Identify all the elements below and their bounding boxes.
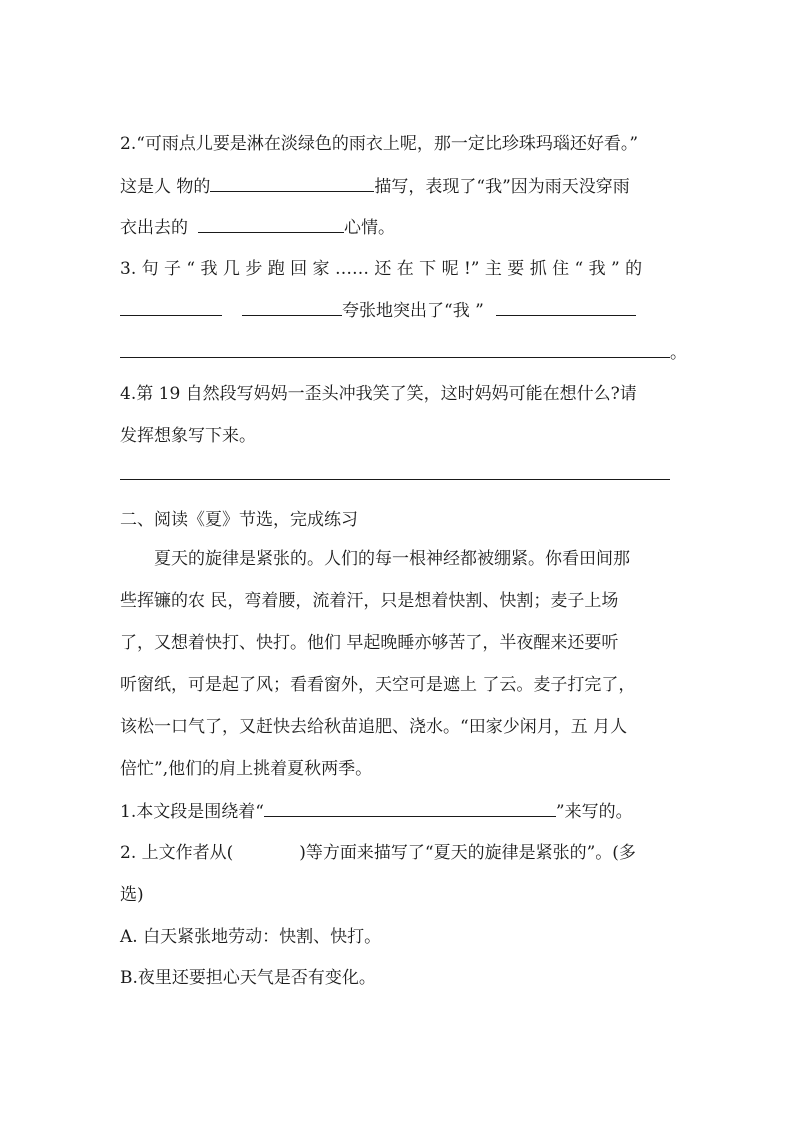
q3-line3: [120, 340, 687, 365]
s2-q2-text-b: )等方面来描写了“夏天的旋律是紧张的”。(多: [299, 843, 636, 863]
q3-line2: [120, 298, 680, 323]
q2-text-c: 衣出去的: [120, 218, 188, 238]
q2-line3: [120, 215, 680, 240]
s2-q1-text-b: ”来写的。: [555, 802, 633, 822]
q3-text-mid: 夸张地突出了“我 ”: [342, 301, 484, 321]
passage-text: 听窗纸，可是起了风；看看窗外，天空可是遮上 了云。麦子打完了，: [120, 675, 636, 695]
q3-answer-blank-4[interactable]: [120, 340, 670, 358]
section2-heading: [120, 508, 680, 532]
q3-answer-blank-1[interactable]: [120, 298, 222, 316]
q2-text-d: 心情。: [344, 218, 395, 238]
passage-text: 些挥镰的农 民，弯着腰，流着汗，只是想着快割、快割；麦子上场: [120, 591, 619, 611]
section2-heading-text: 二、阅读《夏》节选，完成练习: [120, 510, 358, 530]
q4-answer-blank[interactable]: [120, 462, 670, 480]
q2-line2: [120, 174, 680, 199]
q3-question-text: 3. 句 子 “ 我 几 步 跑 回 家 …… 还 在 下 呢 !” 主 要 抓 住 “ 我 ” 的: [120, 259, 643, 279]
q3-answer-blank-2[interactable]: [242, 298, 342, 316]
s2-q2-cont: [120, 883, 680, 907]
passage-line-6: [120, 757, 680, 781]
passage-line-4: [120, 673, 680, 697]
q2-answer-blank-2[interactable]: [198, 215, 344, 233]
passage-text: 倍忙”,他们的肩上挑着夏秋两季。: [120, 759, 373, 779]
passage-line-5: [120, 715, 680, 739]
q3-answer-blank-3[interactable]: [496, 298, 636, 316]
s2-option-a: [120, 925, 680, 949]
s2-q2-text-c: 选): [120, 885, 144, 905]
passage-text: 该松一口气了，又赶快去给秋苗追肥、浇水。“田家少闲月，五 月人: [120, 717, 628, 737]
s2-q1: [120, 799, 680, 824]
passage-line-2: [120, 589, 680, 613]
q3-line1: [120, 257, 680, 281]
q2-text-a: 这是人 物的: [120, 177, 211, 197]
s2-q2: [120, 841, 680, 865]
passage-text: 夏天的旋律是紧张的。人们的每一根神经都被绷紧。你看田间那: [154, 549, 630, 569]
s2-q1-text-a: 1.本文段是围绕着“: [120, 802, 264, 822]
q2-line1: [120, 132, 680, 156]
q3-text-end: 。: [670, 343, 687, 363]
q4-question-text: 4.第 19 自然段写妈妈一歪头冲我笑了笑，这时妈妈可能在想什么?请: [120, 384, 637, 404]
s2-q2-text-a: 2. 上文作者从(: [120, 843, 234, 863]
s2-option-b: [120, 966, 680, 990]
q2-text-b: 描写，表现了“我”因为雨天没穿雨: [374, 177, 630, 197]
passage-text: 了，又想着快打、快打。他们 早起晚睡亦够苦了，半夜醒来还要听: [120, 633, 619, 653]
passage-line-3: [120, 631, 680, 655]
option-a-text: A. 白天紧张地劳动：快割、快打。: [120, 927, 382, 947]
q4-answer-line: [120, 462, 680, 487]
option-b-text: B.夜里还要担心天气是否有变化。: [120, 968, 376, 988]
q2-answer-blank-1[interactable]: [210, 174, 374, 192]
q4-line1: [120, 382, 680, 406]
s2-q1-answer-blank[interactable]: [264, 799, 556, 817]
q2-question-text: 2.“可雨点儿要是淋在淡绿色的雨衣上呢，那一定比珍珠玛瑙还好看。”: [120, 134, 639, 154]
passage-line-1: [154, 547, 684, 571]
q4-line2: [120, 424, 680, 448]
q4-question-text-2: 发挥想象写下来。: [120, 426, 256, 446]
